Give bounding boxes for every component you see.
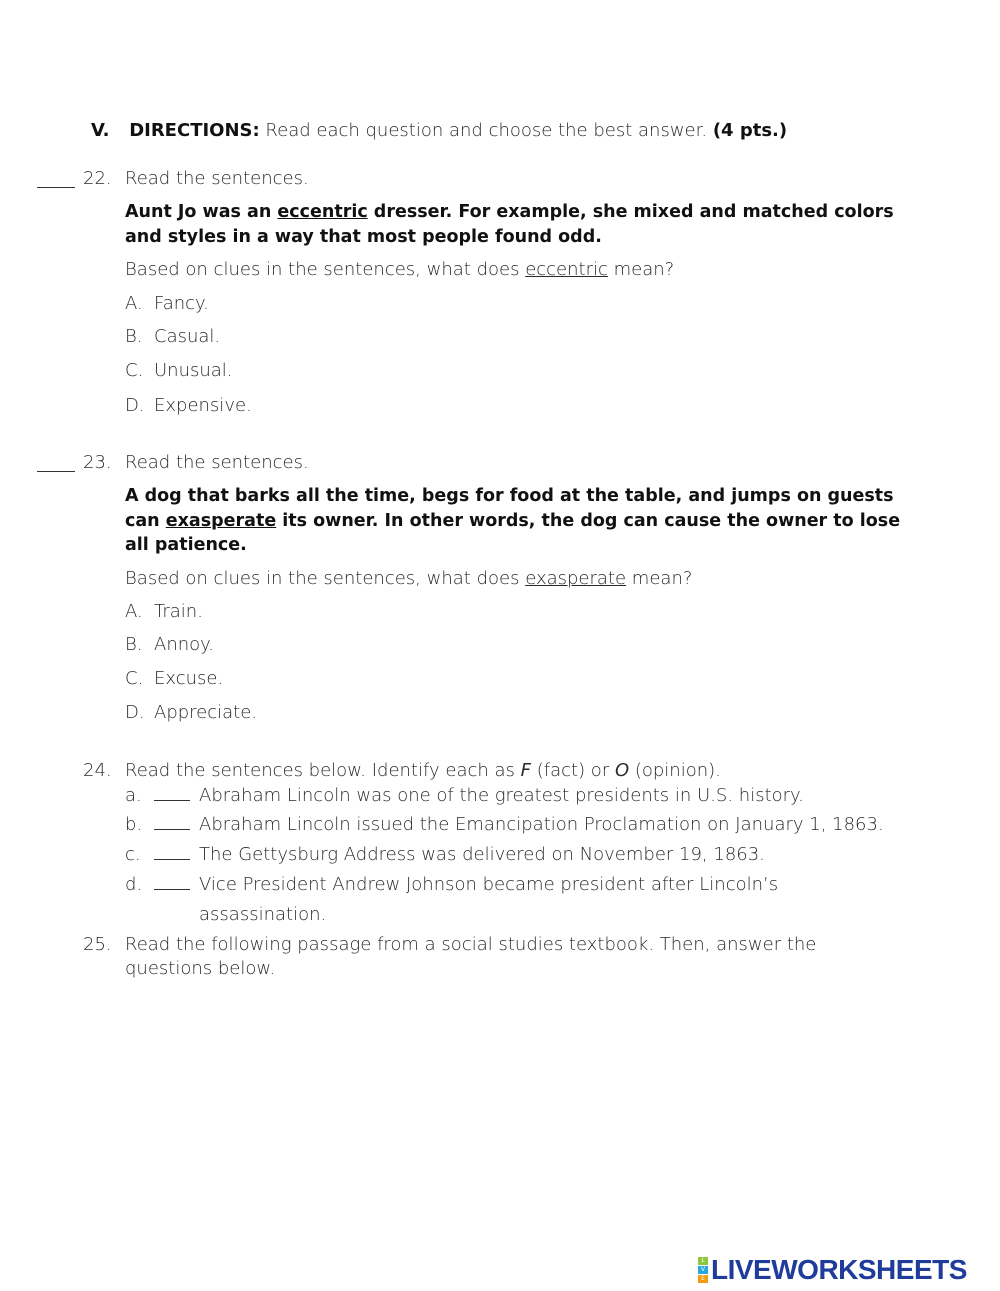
option-22-a[interactable]: A. Fancy.: [125, 293, 209, 314]
fact-item-d-continued: assassination.: [199, 904, 327, 925]
logo-blocks-icon: L V E: [698, 1257, 708, 1283]
answer-blank-22[interactable]: [37, 187, 75, 188]
question-text-25-line2: questions below.: [125, 958, 276, 979]
question-prompt-22: Read the sentences.: [125, 168, 309, 189]
liveworksheets-logo: [698, 1255, 967, 1285]
question-number-23: 23.: [83, 452, 112, 473]
vocab-word-eccentric: eccentric: [277, 202, 368, 222]
answer-blank-24c[interactable]: [154, 859, 190, 860]
option-22-d[interactable]: D. Expensive.: [125, 395, 252, 416]
option-23-a[interactable]: A. Train.: [125, 601, 203, 622]
section-numeral: V.: [91, 120, 110, 141]
answer-blank-24b[interactable]: [154, 829, 190, 830]
answer-blank-23[interactable]: [37, 471, 75, 472]
fact-item-b: b. Abraham Lincoln issued the Emancipation Proclamation on January 1, 1863.: [125, 814, 884, 835]
fact-item-d: d. Vice President Andrew Johnson became president after Lincoln’s: [125, 874, 779, 895]
brand-name: LIVEWORKSHEETS: [711, 1254, 967, 1285]
answer-blank-24d[interactable]: [154, 889, 190, 890]
directions-label: DIRECTIONS:: [129, 120, 260, 141]
vocab-word-exasperate: exasperate: [165, 510, 277, 531]
question-number-25: 25.: [83, 934, 112, 955]
option-22-b[interactable]: B. Casual.: [125, 326, 221, 347]
question-prompt-24: Read the sentences below. Identify each as F (fact) or O (opinion).: [125, 760, 721, 781]
directions-text: Read each question and choose the best answer.: [259, 120, 713, 141]
question-number-24: 24.: [83, 760, 112, 781]
points-label: (4 pts.): [712, 120, 788, 141]
fact-item-c: c. The Gettysburg Address was delivered on November 19, 1863.: [125, 844, 765, 865]
option-23-d[interactable]: D. Appreciate.: [125, 702, 258, 723]
option-23-b[interactable]: B. Annoy.: [125, 634, 214, 655]
passage-23: A dog that barks all the time, begs for food at the table, and jumps on guests can exasperate its owner. In other words, the dog can cause the owner to lose all patience.: [125, 486, 901, 555]
passage-22: Aunt Jo was an eccentric dresser. For example, she mixed and matched colors and styles in a way that most people found odd.: [125, 202, 894, 247]
question-text-23: Based on clues in the sentences, what does exasperate mean?: [125, 568, 693, 589]
question-text-22: Based on clues in the sentences, what does eccentric mean?: [125, 259, 675, 280]
section-directions: [91, 120, 787, 141]
question-prompt-23: Read the sentences.: [125, 452, 309, 473]
fact-item-a: a. Abraham Lincoln was one of the greatest presidents in U.S. history.: [125, 785, 804, 806]
option-22-c[interactable]: C. Unusual.: [125, 360, 233, 381]
answer-blank-24a[interactable]: [154, 800, 190, 801]
question-number-22: 22.: [83, 168, 112, 189]
option-23-c[interactable]: C. Excuse.: [125, 668, 224, 689]
question-text-25-line1: Read the following passage from a social studies textbook. Then, answer the: [125, 934, 817, 955]
